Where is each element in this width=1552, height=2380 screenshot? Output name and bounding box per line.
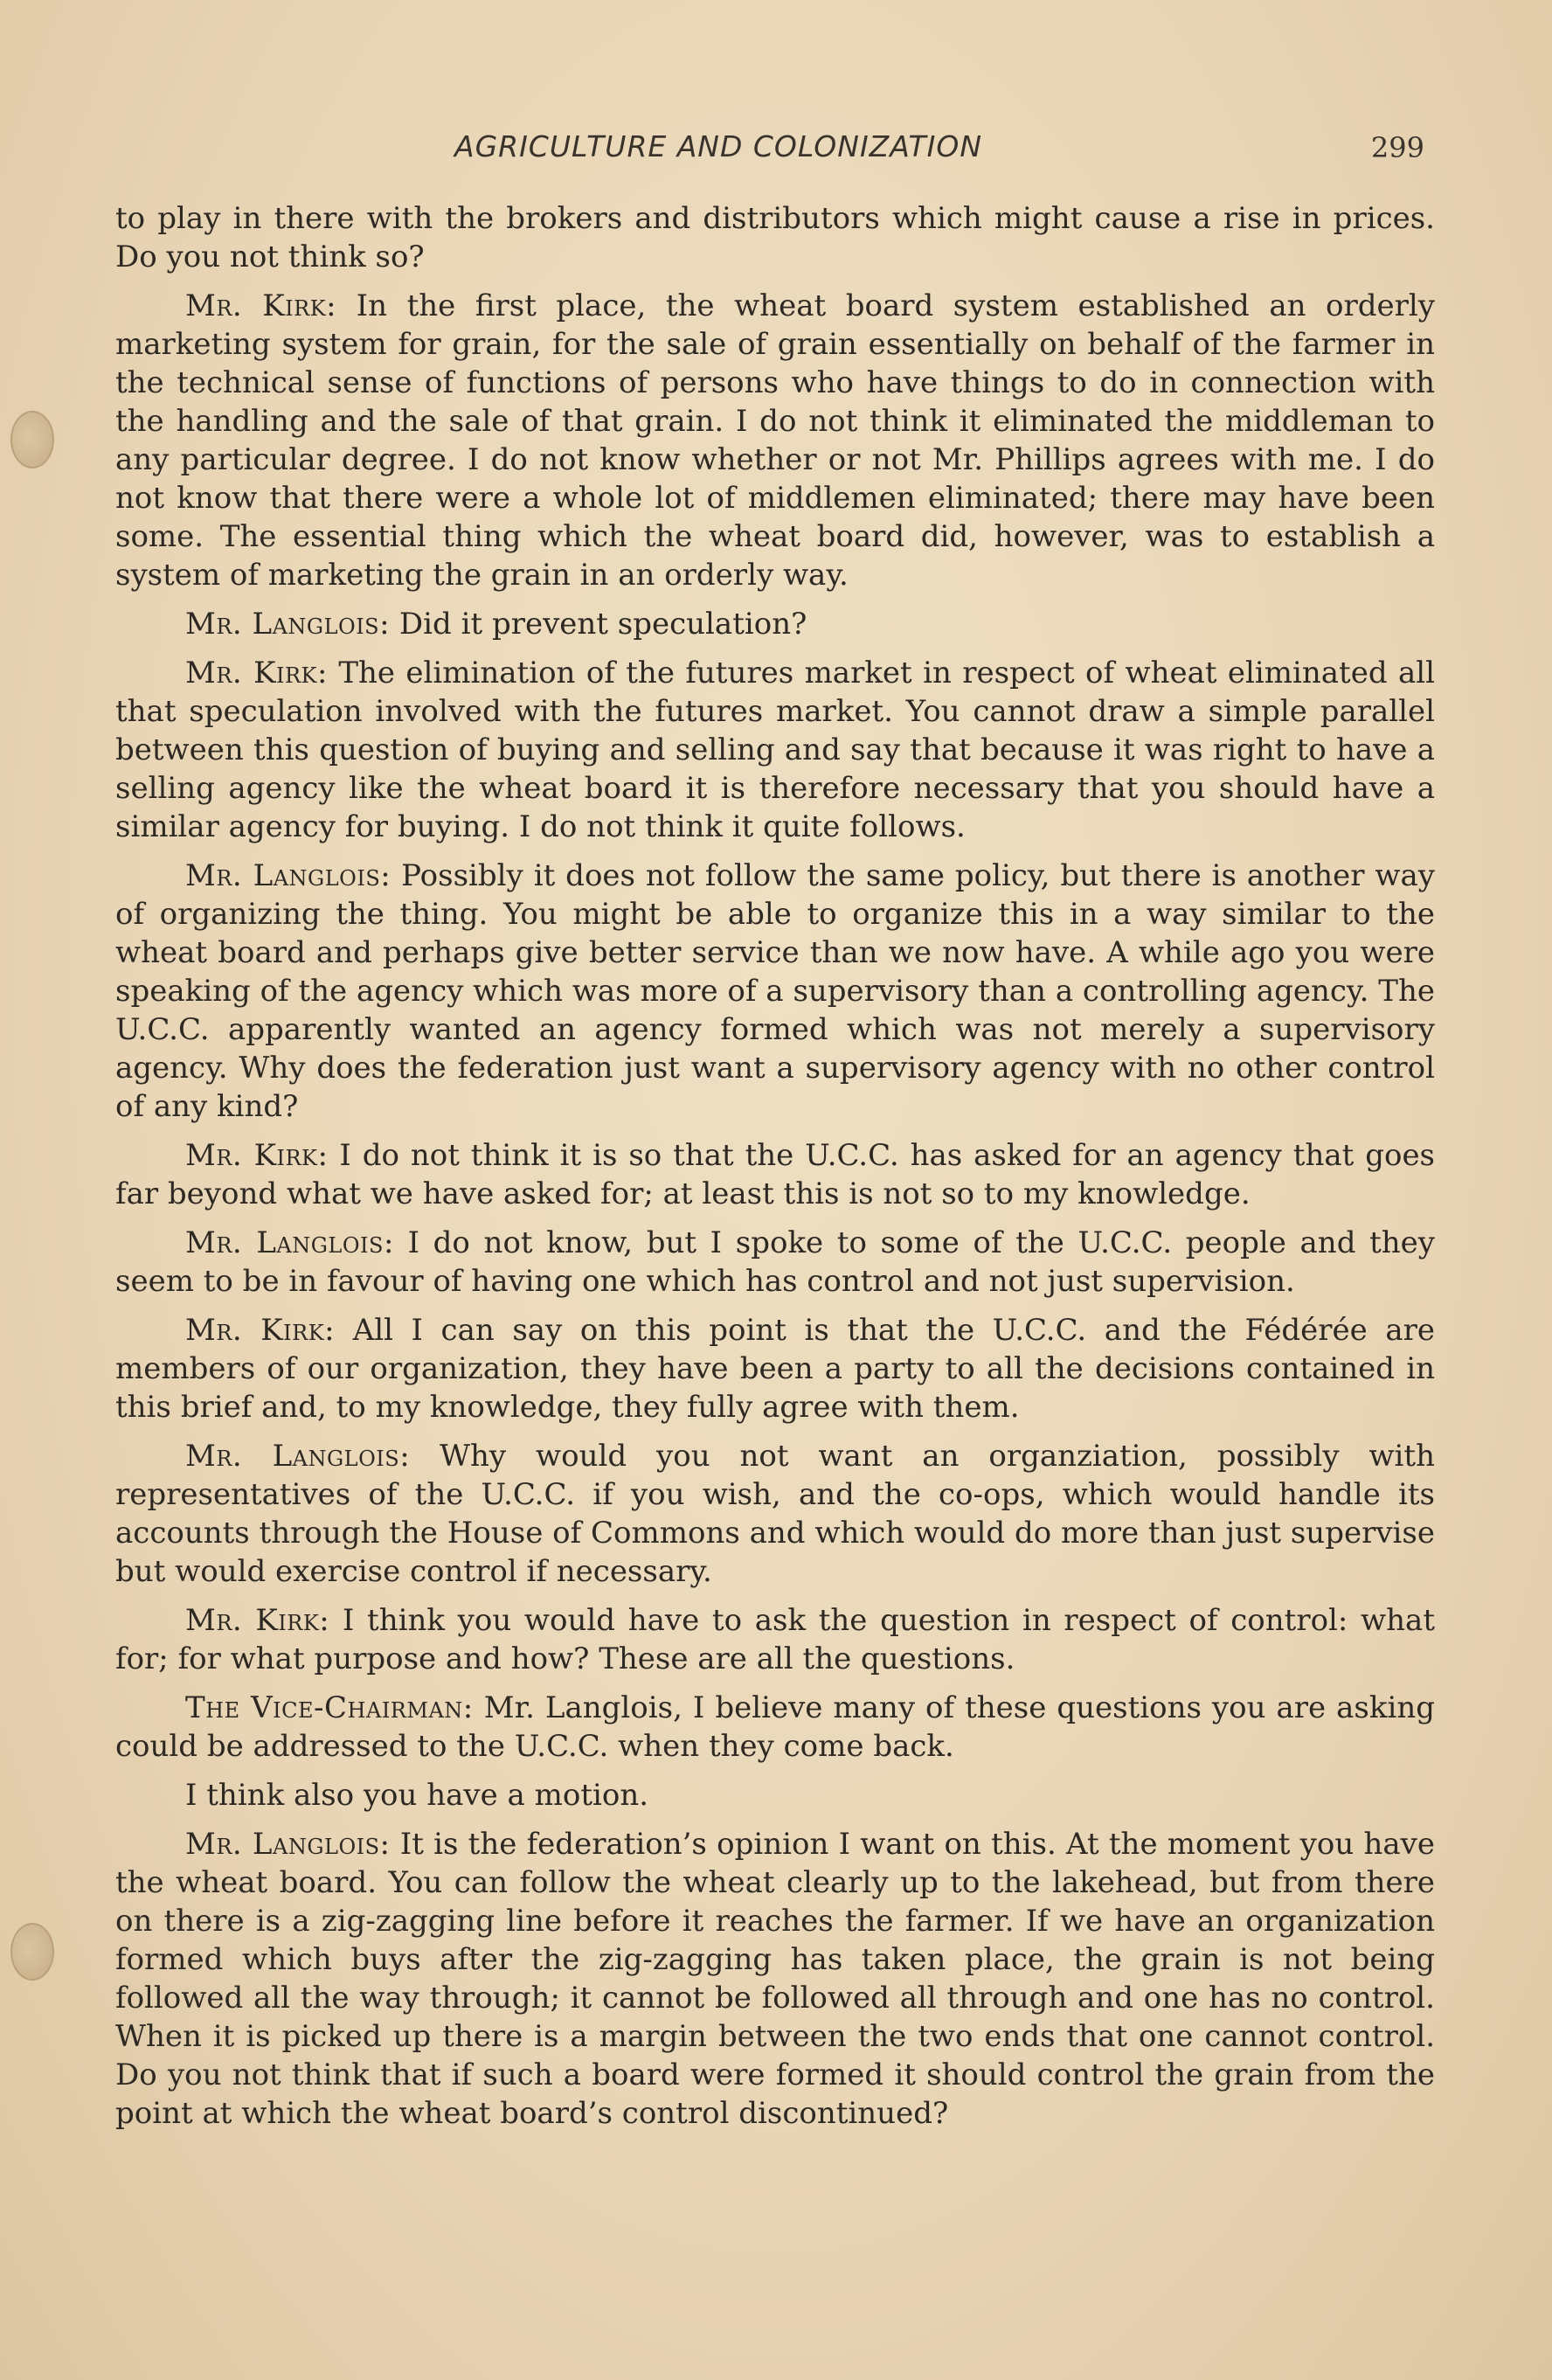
paragraph-langlois	[115, 857, 1435, 1126]
paragraph-langlois	[115, 1437, 1435, 1591]
paragraph-langlois	[115, 1224, 1435, 1301]
paragraph-langlois	[115, 1825, 1435, 2133]
paragraph-text: I think also you have a motion.	[185, 1778, 649, 1813]
speaker-label: Mr. Langlois:	[185, 1225, 394, 1260]
paragraph-text: I do not know, but I spoke to some of the U.C.C. people and they seem to be in favour of having one which has control and not just supervision.	[115, 1225, 1436, 1299]
binding-hole-bottom	[10, 1923, 54, 1981]
running-title: AGRICULTURE AND COLONIZATION	[454, 129, 983, 163]
transcript-body	[115, 199, 1435, 2143]
paragraph-text: In the first place, the wheat board system established an orderly marketing system for grain, for the sale of grain essentially on behalf of the farmer in the technical sense of functions of persons who have things to do in connection with the handling and the sale of that grain. I do not think it eliminated the middleman to any particular degree. I do not know whether or not Mr. Phillips agrees with me. I do not know that there were a whole lot of middlemen eliminated; there may have been some. The essential thing which the wheat board did, however, was to establish a system of marketing the grain in an orderly way.	[115, 288, 1435, 593]
speaker-label: The Vice-Chairman:	[185, 1690, 474, 1725]
paragraph-continuation	[115, 199, 1435, 276]
speaker-label: Mr. Kirk:	[185, 288, 337, 323]
paragraph-kirk	[115, 654, 1435, 846]
page-number: 299	[1370, 131, 1424, 164]
paragraph-langlois	[115, 605, 1435, 643]
paragraph-text: I do not think it is so that the U.C.C. has asked for an agency that goes far beyond what we have asked for; at least this is not so to my knowledge.	[115, 1138, 1436, 1211]
paragraph-kirk	[115, 1601, 1435, 1678]
paragraph-text: Possibly it does not follow the same policy, but there is another way of organizing the thing. You might be able to organize this in a way similar to the wheat board and perhaps give better service than we now have. A while ago you were speaking of the agency which was more of a supervisory than a controlling agency. The U.C.C. apparently wanted an agency formed which was not merely a supervisory agency. Why does the federation just want a supervisory agency with no other control of any kind?	[115, 858, 1435, 1124]
paragraph-text: Did it prevent speculation?	[398, 607, 807, 642]
paragraph-vice-chairman-continued	[115, 1776, 1435, 1814]
speaker-label: Mr. Langlois:	[185, 1827, 391, 1862]
speaker-label: Mr. Kirk:	[185, 1603, 330, 1638]
speaker-label: Mr. Langlois:	[185, 607, 391, 642]
speaker-label: Mr. Kirk:	[185, 1313, 336, 1348]
paragraph-text: Why would you not want an organziation, possibly with representatives of the U.C.C. if you wish, and the co-ops, which would handle its accounts through the House of Commons and which would do more than just supervise but would exercise control if necessary.	[115, 1439, 1435, 1589]
speaker-label: Mr. Kirk:	[185, 656, 328, 690]
paragraph-kirk	[115, 1136, 1435, 1213]
paragraph-text: Mr. Langlois, I believe many of these questions you are asking could be addressed to the U.C.C. when they come back.	[115, 1690, 1436, 1764]
paragraph-kirk	[115, 287, 1435, 594]
paragraph-text: It is the federation’s opinion I want on this. At the moment you have the wheat board. You can follow the wheat clearly up to the lakehead, but from there on there is a zig-zagging line before it reaches the farmer. If we have an organization formed which buys after the zig-zagging has taken place, the grain is not being followed all the way through; it cannot be followed all through and one has no control. When it is picked up there is a margin between the two ends that one cannot control. Do you not think that if such a board were formed it should control the grain from the point at which the wheat board’s control discontinued?	[115, 1827, 1435, 2131]
paragraph-text: The elimination of the futures market in respect of wheat eliminated all that speculation involved with the futures market. You cannot draw a simple parallel between this question of buying and selling and say that because it was right to have a selling agency like the wheat board it is therefore necessary that you should have a similar agency for buying. I do not think it quite follows.	[115, 656, 1436, 844]
speaker-label: Mr. Langlois:	[185, 858, 391, 893]
speaker-label: Mr. Langlois:	[185, 1439, 411, 1474]
page-header	[114, 129, 1424, 173]
speaker-label: Mr. Kirk:	[185, 1138, 329, 1173]
binding-hole-top	[10, 411, 54, 468]
paragraph-vice-chairman	[115, 1689, 1435, 1766]
paragraph-text: to play in there with the brokers and distributors which might cause a rise in prices. Do you not think so?	[115, 201, 1435, 274]
paragraph-text: All I can say on this point is that the U.C.C. and the Fédérée are members of our organization, they have been a party to all the decisions contained in this brief and, to my knowledge, they fully agree with them.	[115, 1313, 1435, 1425]
paragraph-text: I think you would have to ask the question in respect of control: what for; for what purpose and how? These are all the questions.	[115, 1603, 1435, 1676]
paragraph-kirk	[115, 1311, 1435, 1426]
